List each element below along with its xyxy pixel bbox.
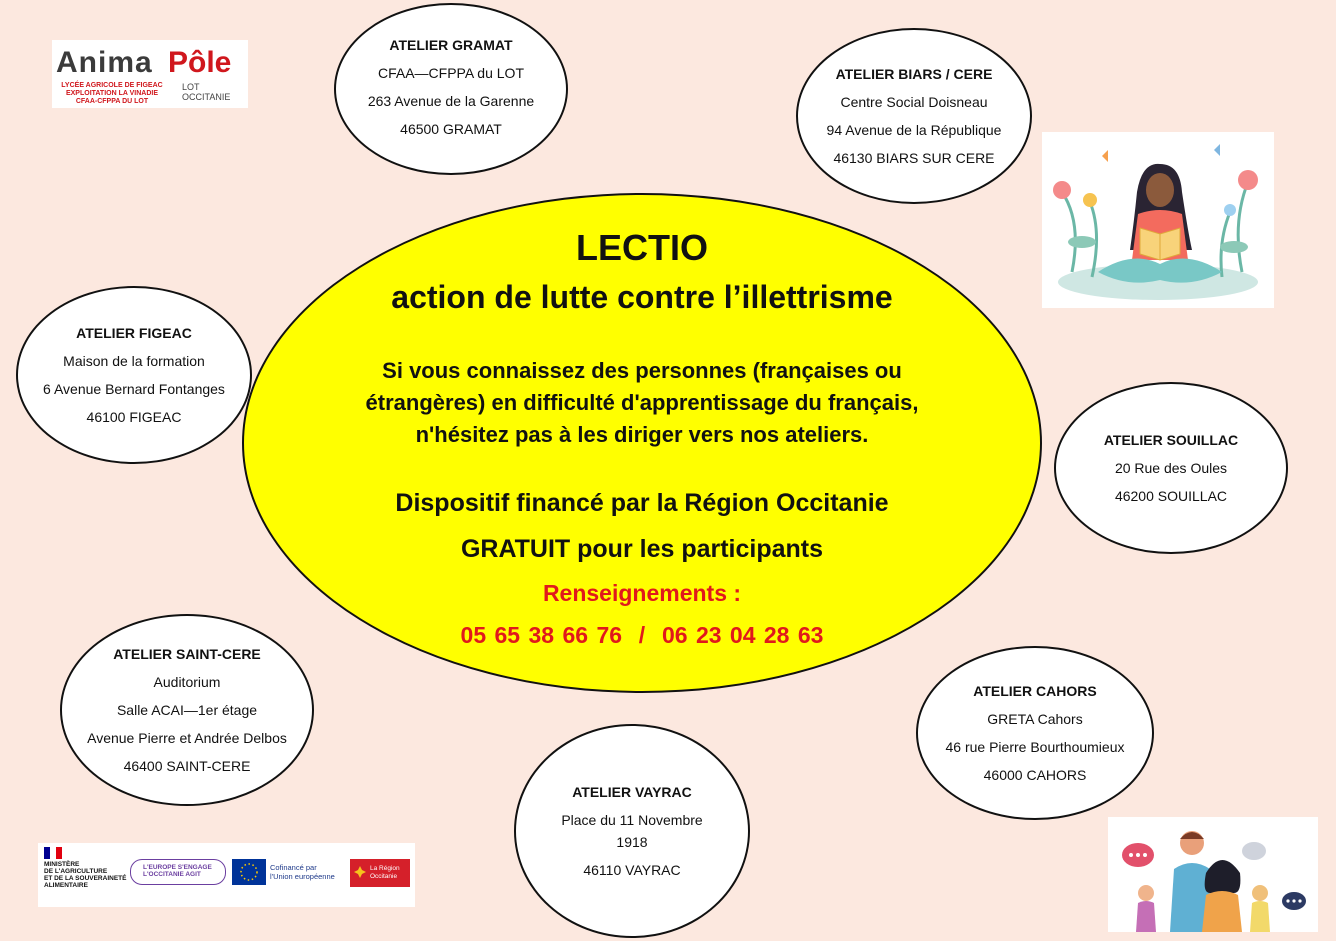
main-title: LECTIO xyxy=(576,227,708,268)
atelier-line: 46200 SOUILLAC xyxy=(1114,488,1228,504)
region-line: La Région xyxy=(370,865,400,872)
atelier-biars xyxy=(796,28,1032,204)
eu-flag-icon xyxy=(232,859,266,885)
logo-brand-left: Anima xyxy=(56,46,153,79)
atelier-line: 46110 VAYRAC xyxy=(583,862,681,878)
animapole-logo xyxy=(52,40,248,108)
logo-region-1: LOT xyxy=(182,82,200,92)
logo-region xyxy=(182,82,230,102)
atelier-gramat xyxy=(334,3,568,175)
atelier-line: 46100 FIGEAC xyxy=(86,409,182,425)
marianne-icon xyxy=(44,847,62,859)
ministere-line: ALIMENTAIRE xyxy=(44,882,88,889)
logo-sub-1: LYCÉE AGRICOLE DE FIGEAC xyxy=(61,82,163,89)
logo-region-2: OCCITANIE xyxy=(182,92,231,102)
main-ellipse xyxy=(242,193,1042,693)
atelier-title: ATELIER CAHORS xyxy=(973,683,1097,699)
intro-text xyxy=(244,355,1040,451)
atelier-line: 46500 GRAMAT xyxy=(400,121,502,137)
atelier-figeac xyxy=(16,286,252,464)
atelier-title: ATELIER GRAMAT xyxy=(389,37,513,53)
region-occitanie-logo xyxy=(350,859,410,887)
atelier-title: ATELIER BIARS / CERE xyxy=(835,66,993,82)
main-subtitle: action de lutte contre l’illettrisme xyxy=(391,279,893,315)
atelier-line: 46130 BIARS SUR CERE xyxy=(833,150,995,166)
europe-line: L'OCCITANIE AGIT xyxy=(143,871,201,878)
info-label: Renseignements : xyxy=(542,580,742,606)
region-line: Occitanie xyxy=(370,873,398,880)
ministere-line: ET DE LA SOUVERAINETÉ xyxy=(44,875,127,882)
eu-line: l'Union européenne xyxy=(270,872,335,881)
intro-line: Si vous connaissez des personnes (françaises ou xyxy=(382,358,902,383)
atelier-line: Auditorium xyxy=(153,674,221,690)
reading-woman-illustration xyxy=(1042,132,1274,308)
people-speech-illustration xyxy=(1108,817,1318,932)
funding-text: Dispositif financé par la Région Occitanie xyxy=(395,489,889,517)
atelier-line: 46 rue Pierre Bourthoumieux xyxy=(945,739,1125,755)
atelier-cahors xyxy=(916,646,1154,820)
atelier-line: 46400 SAINT-CERE xyxy=(123,758,251,774)
atelier-line: 94 Avenue de la République xyxy=(826,122,1002,138)
phone-numbers: 05 65 38 66 76 / 06 23 04 28 63 xyxy=(460,622,824,648)
ministere-line: DE L'AGRICULTURE xyxy=(44,868,108,875)
atelier-line: 46000 CAHORS xyxy=(983,767,1087,783)
atelier-line: 20 Rue des Oules xyxy=(1114,460,1228,476)
atelier-line: 1918 xyxy=(616,834,648,850)
logo-sub-2: EXPLOITATION LA VINADIE xyxy=(65,90,159,97)
atelier-line: 6 Avenue Bernard Fontanges xyxy=(43,381,225,397)
ministere-text xyxy=(44,861,126,889)
logo-brand-right: Pôle xyxy=(168,46,232,79)
atelier-souillac xyxy=(1054,382,1288,554)
logo-sub-3: CFAA-CFPPA DU LOT xyxy=(75,98,149,105)
atelier-line: Maison de la formation xyxy=(63,353,205,369)
atelier-line: 263 Avenue de la Garenne xyxy=(367,93,535,109)
atelier-line: Place du 11 Novembre xyxy=(561,812,703,828)
eu-cofinance-text xyxy=(270,863,335,881)
occitan-cross-icon xyxy=(353,865,367,879)
atelier-title: ATELIER VAYRAC xyxy=(572,784,692,800)
atelier-title: ATELIER FIGEAC xyxy=(76,325,192,341)
atelier-line: Avenue Pierre et Andrée Delbos xyxy=(87,730,287,746)
ministere-line: MINISTÈRE xyxy=(44,861,80,868)
atelier-line: Centre Social Doisneau xyxy=(840,94,988,110)
europe-line: L'EUROPE S'ENGAGE xyxy=(143,864,212,871)
atelier-title: ATELIER SOUILLAC xyxy=(1103,432,1239,448)
intro-line: étrangères) en difficulté d'apprentissage du français, xyxy=(365,390,919,415)
atelier-line: Salle ACAI—1er étage xyxy=(116,702,258,718)
atelier-line: CFAA—CFPPA du LOT xyxy=(377,65,524,81)
free-text: GRATUIT pour les participants xyxy=(460,535,824,563)
atelier-line: GRETA Cahors xyxy=(987,711,1083,727)
atelier-title: ATELIER SAINT-CERE xyxy=(113,646,261,662)
atelier-vayrac xyxy=(514,724,750,938)
intro-line: n'hésitez pas à les diriger vers nos ateliers. xyxy=(415,422,869,447)
eu-line: Cofinancé par xyxy=(270,863,317,872)
europe-occitanie-badge xyxy=(130,859,226,885)
funders-banner xyxy=(38,843,415,907)
